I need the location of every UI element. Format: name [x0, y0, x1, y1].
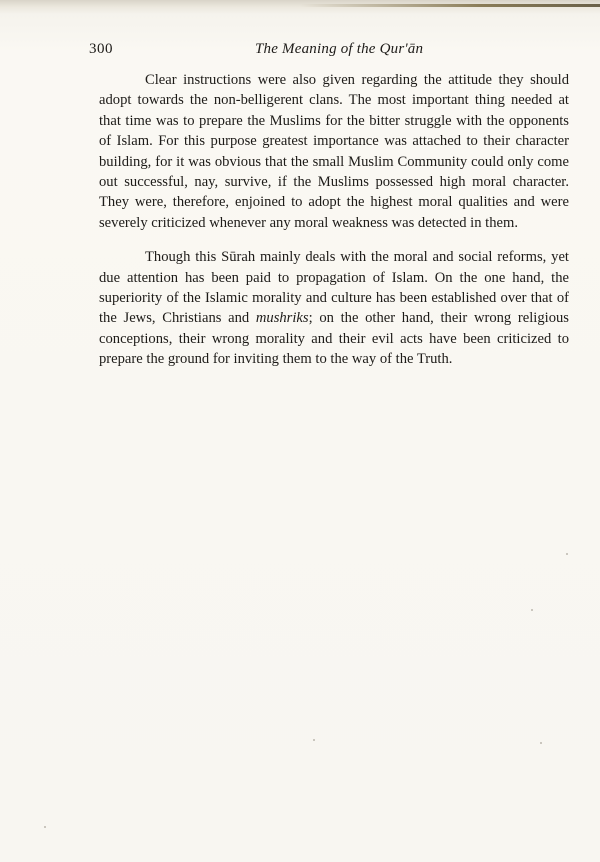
paper-speck	[44, 826, 46, 828]
running-header	[89, 41, 559, 61]
paper-speck	[540, 742, 542, 744]
paper-speck	[531, 609, 533, 611]
paragraph-instructions: Clear instructions were also given regarding the attitude they should adopt towards the non-belligerent clans. The most important thing needed at that time was to prepare the Muslims for the bitter struggle with the opponents of Islam. For this purpose greatest importance was attached to their character building, for it was obvious that the small Muslim Community could only come out successful, nay, survive, if the Muslims possessed high moral character. They were, therefore, enjoined to adopt the highest moral qualities and were severely criticized whenever any moral weakness was detected in them.	[99, 72, 569, 231]
paper-speck	[313, 739, 315, 741]
emphasis-mushriks: mushriks	[255, 310, 309, 327]
page-number: 300	[89, 41, 113, 57]
running-title: The Meaning of the Qur'ān	[255, 41, 424, 57]
paragraph-surah-text-start: Though this Sūrah mainly deals with the moral and social reforms, yet due attention has been paid to propagation of Islam. On the one hand, the superiority of the Islamic morality and culture has been established over that of the Jews, Christians and	[99, 249, 569, 327]
body-text	[99, 70, 569, 370]
paragraph-surah-text-end: ; on the other hand, their wrong religious conceptions, their wrong morality and their evil acts have been criticized to prepare the ground for inviting them to the way of the Truth.	[99, 310, 569, 368]
paragraph-surah-reforms	[99, 247, 569, 369]
page-top-shadow-rule	[300, 4, 600, 7]
paper-speck	[566, 553, 568, 555]
page-top-edge	[0, 0, 600, 14]
